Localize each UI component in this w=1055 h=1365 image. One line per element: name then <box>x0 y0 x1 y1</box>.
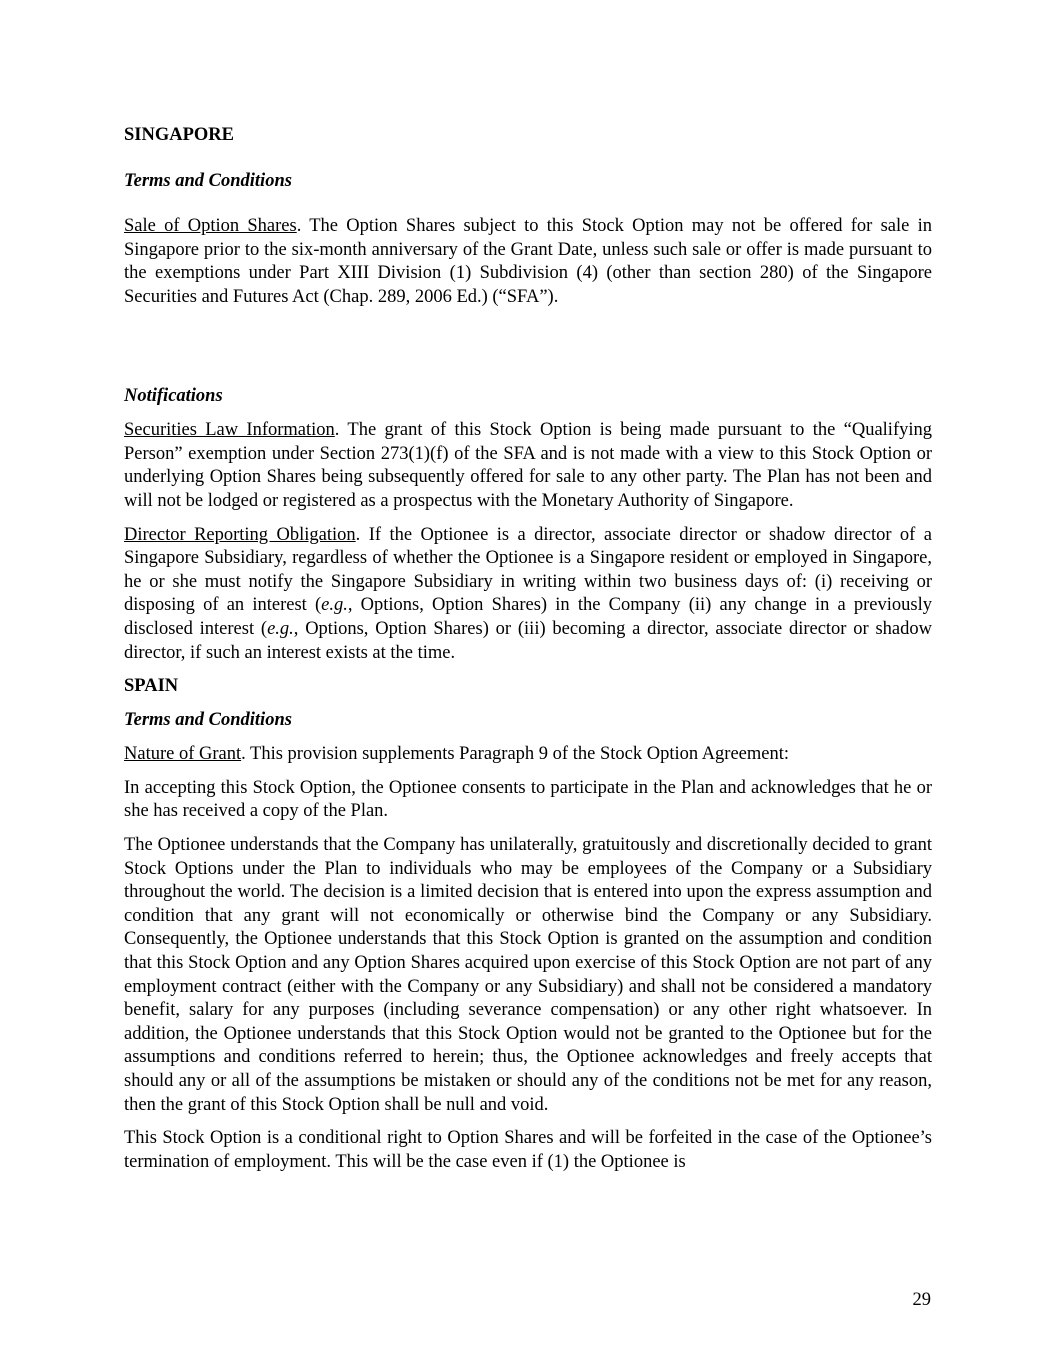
director-reporting-text-1: . If the Optionee is a director, associate director or shadow director of a Singapore Subsidiary, regardless of whether the Optionee is a Singapore resident or employed in Singapore, he or she must notify the Singapore Subsidiary in writing within two business days of: (i) receiving or disposing of an interest ( <box>124 524 932 616</box>
director-reporting-paragraph <box>124 524 932 666</box>
securities-law-title: Securities Law Information <box>124 420 335 441</box>
terms-heading-singapore: Terms and Conditions <box>124 170 292 191</box>
spain-paragraph-2: The Optionee understands that the Company has unilaterally, gratuitously and discretionally decided to grant Stock Options under the Plan to individuals who may be employees of the Company or a Subsidiary throughout the world. The decision is a limited decision that is entered into upon the express assumption and condition that any grant will not economically or otherwise bind the Company or any Subsidiary. Consequently, the Optionee understands that this Stock Option is granted on the assumption and condition that this Stock Option and any Option Shares acquired upon exercise of this Stock Option are not part of any employment contract (either with the Company or any Subsidiary) and shall not be considered a mandatory benefit, salary for any purposes (including severance compensation) or any other right whatsoever. In addition, the Optionee understands that this Stock Option would not be granted to the Optionee but for the assumptions and conditions referred to herein; thus, the Optionee acknowledges and freely accepts that should any or all of the assumptions be mistaken or should any of the conditions not be met for any reason, then the grant of this Stock Option shall be null and void. <box>124 835 932 1115</box>
sale-of-option-shares-text: . The Option Shares subject to this Stock Option may not be offered for sale in Singapore prior to the six-month anniversary of the Grant Date, unless such sale or offer is made pursuant to the exemptions under Part XIII Division (1) Subdivision (4) (other than section 280) of the Singapore Securities and Futures Act (Chap. 289, 2006 Ed.) (“SFA”). <box>124 216 932 307</box>
director-reporting-text-3: , Options, Option Shares) or (iii) becoming a director, associate director or shadow director, if such an interest exists at the time. <box>124 618 932 663</box>
spain-paragraph-3: This Stock Option is a conditional right to Option Shares and will be forfeited in the case of the Optionee’s termination of employment. This will be the case even if (1) the Optionee is <box>124 1128 932 1172</box>
eg-abbreviation-1: e.g. <box>321 595 348 616</box>
securities-law-paragraph <box>124 419 932 513</box>
document-page <box>124 124 932 1174</box>
sale-of-option-shares-paragraph <box>124 215 932 309</box>
section-heading-spain: SPAIN <box>124 676 179 697</box>
notifications-heading: Notifications <box>124 385 223 406</box>
page-number: 29 <box>912 1290 931 1310</box>
director-reporting-text-2: , Options, Option Shares) in the Company (ii) any change in a previously disclosed interest ( <box>124 595 932 639</box>
director-reporting-title: Director Reporting Obligation <box>124 524 356 545</box>
eg-abbreviation-2: e.g. <box>267 618 294 639</box>
section-heading-singapore: SINGAPORE <box>124 125 234 145</box>
terms-heading-spain: Terms and Conditions <box>124 709 292 730</box>
nature-of-grant-paragraph <box>124 743 932 767</box>
spain-paragraph-1: In accepting this Stock Option, the Optionee consents to participate in the Plan and acknowledges that he or she has received a copy of the Plan. <box>124 777 932 822</box>
nature-of-grant-title: Nature of Grant <box>124 744 242 765</box>
nature-of-grant-text: . This provision supplements Paragraph 9 of the Stock Option Agreement: <box>241 744 790 765</box>
securities-law-text: . The grant of this Stock Option is being made pursuant to the “Qualifying Person” exemption under Section 273(1)(f) of the SFA and is not made with a view to this Stock Option or underlying Option Shares being subsequently offered for sale to any other party. The Plan has not been and will not be lodged or registered as a prospectus with the Monetary Authority of Singapore. <box>124 420 932 511</box>
sale-of-option-shares-title: Sale of Option Shares <box>124 216 297 237</box>
